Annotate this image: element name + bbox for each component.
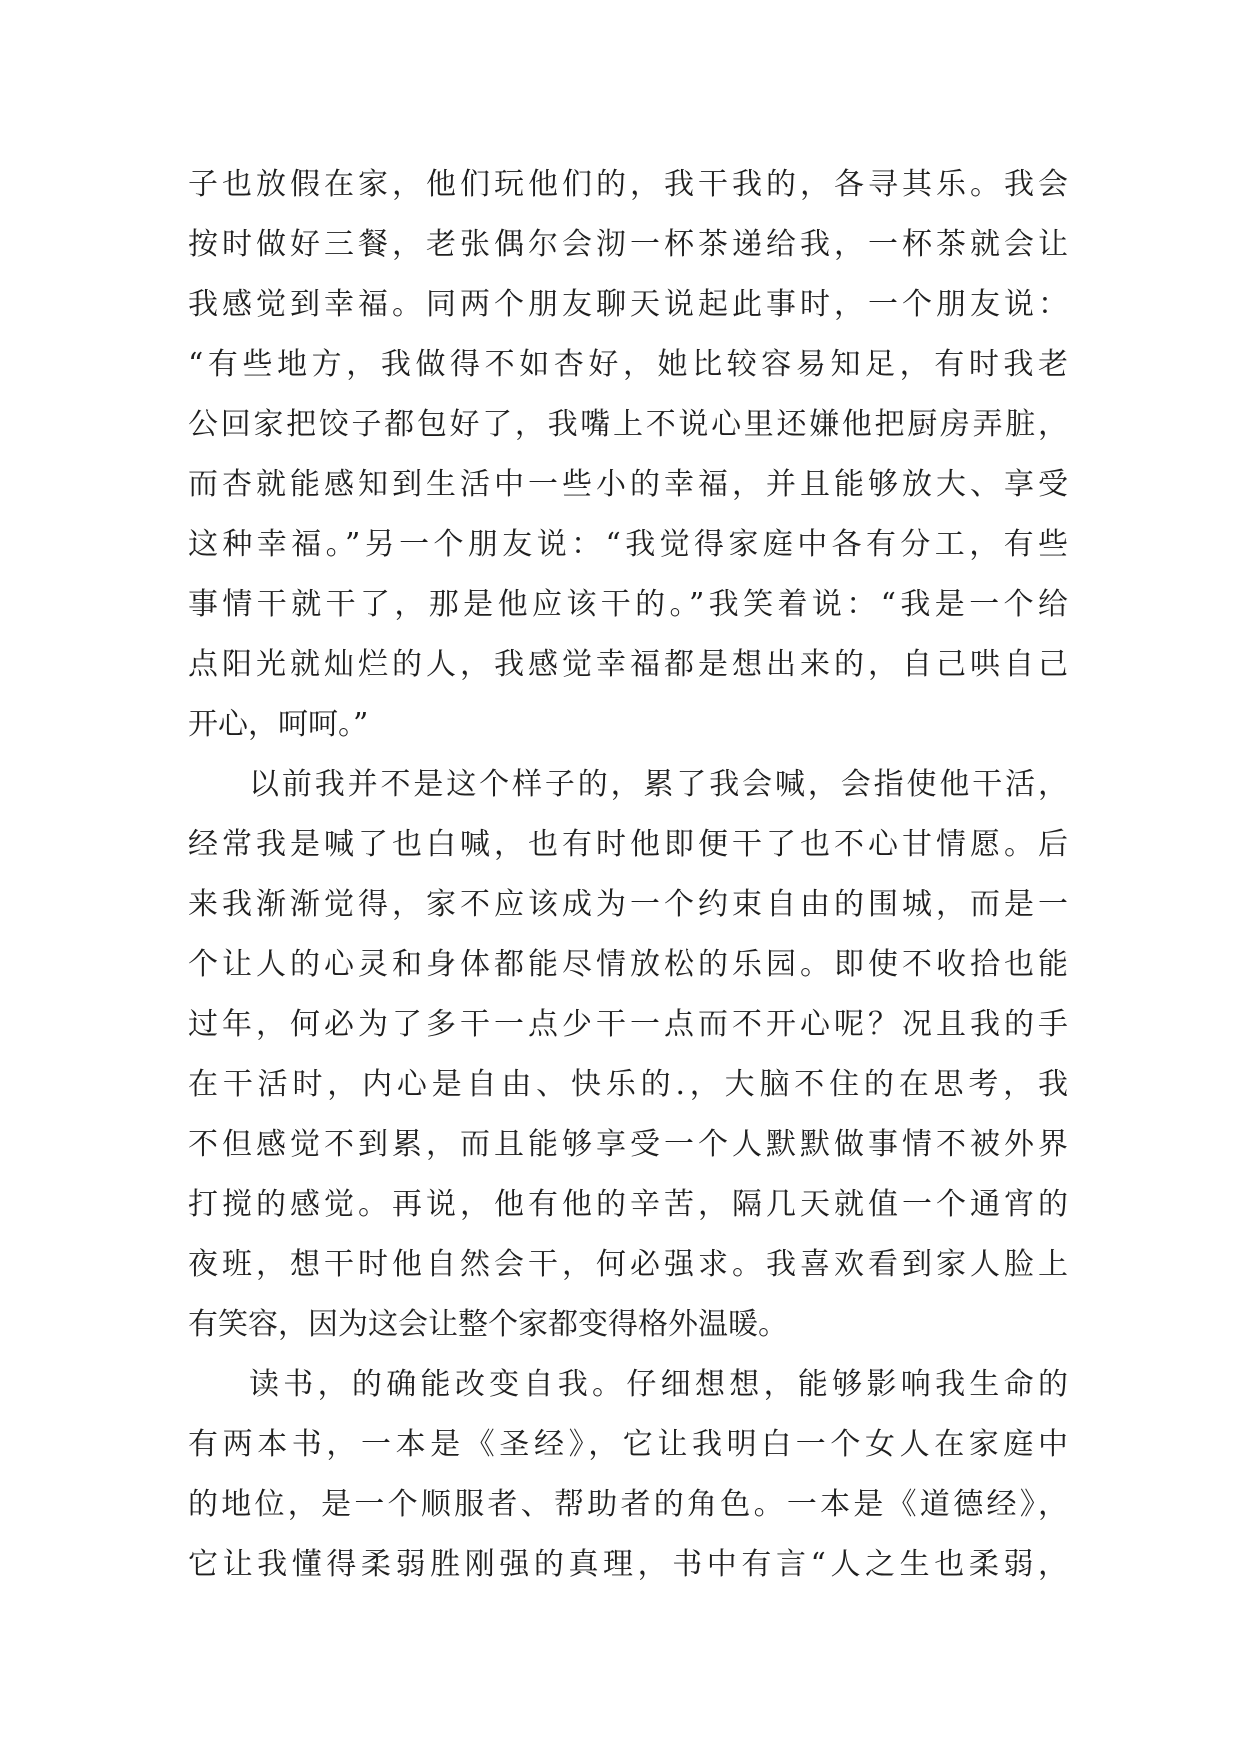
text-line: 来我渐渐觉得，家不应该成为一个约束自由的围城，而是一: [188, 887, 1068, 922]
text-line: 点阳光就灿烂的人，我感觉幸福都是想出来的，自己哄自己: [188, 647, 1068, 682]
text-line: 事情干就干了，那是他应该干的。”我笑着说：“我是一个给: [188, 587, 1068, 622]
text-line: 有笑容，因为这会让整个家都变得格外温暖。: [188, 1307, 788, 1342]
text-line: 按时做好三餐，老张偶尔会沏一杯茶递给我，一杯茶就会让: [188, 227, 1068, 262]
text-line: 不但感觉不到累，而且能够享受一个人默默做事情不被外界: [188, 1127, 1068, 1162]
text-line: 开心，呵呵。”: [188, 707, 369, 742]
text-line: 打搅的感觉。再说，他有他的辛苦，隔几天就值一个通宵的: [188, 1187, 1068, 1222]
text-line: “有些地方，我做得不如杏好，她比较容易知足，有时我老: [188, 347, 1068, 382]
text-line: 有两本书，一本是《圣经》，它让我明白一个女人在家庭中: [188, 1427, 1068, 1462]
text-line: 过年，何必为了多干一点少干一点而不开心呢？况且我的手: [188, 1007, 1068, 1042]
text-line: 夜班，想干时他自然会干，何必强求。我喜欢看到家人脸上: [188, 1247, 1068, 1282]
text-line: 的地位，是一个顺服者、帮助者的角色。一本是《道德经》，: [188, 1487, 1068, 1522]
text-line: 公回家把饺子都包好了，我嘴上不说心里还嫌他把厨房弄脏，: [188, 407, 1068, 442]
text-line: 我感觉到幸福。同两个朋友聊天说起此事时，一个朋友说：: [188, 287, 1068, 322]
paragraph-first-line: 读书，的确能改变自我。仔细想想，能够影响我生命的: [249, 1367, 1068, 1402]
text-line: 这种幸福。”另一个朋友说：“我觉得家庭中各有分工，有些: [188, 527, 1068, 562]
text-line: 个让人的心灵和身体都能尽情放松的乐园。即使不收拾也能: [188, 947, 1068, 982]
text-line: 子也放假在家，他们玩他们的，我干我的，各寻其乐。我会: [188, 167, 1068, 202]
paragraph-first-line: 以前我并不是这个样子的，累了我会喊，会指使他干活，: [249, 767, 1068, 802]
text-line: 而杏就能感知到生活中一些小的幸福，并且能够放大、享受: [188, 467, 1068, 502]
text-line: 它让我懂得柔弱胜刚强的真理，书中有言“人之生也柔弱，: [188, 1547, 1068, 1582]
text-line: 在干活时，内心是自由、快乐的.，大脑不住的在思考，我: [188, 1067, 1068, 1102]
text-line: 经常我是喊了也白喊，也有时他即便干了也不心甘情愿。后: [188, 827, 1068, 862]
body-text: [188, 155, 1068, 1595]
